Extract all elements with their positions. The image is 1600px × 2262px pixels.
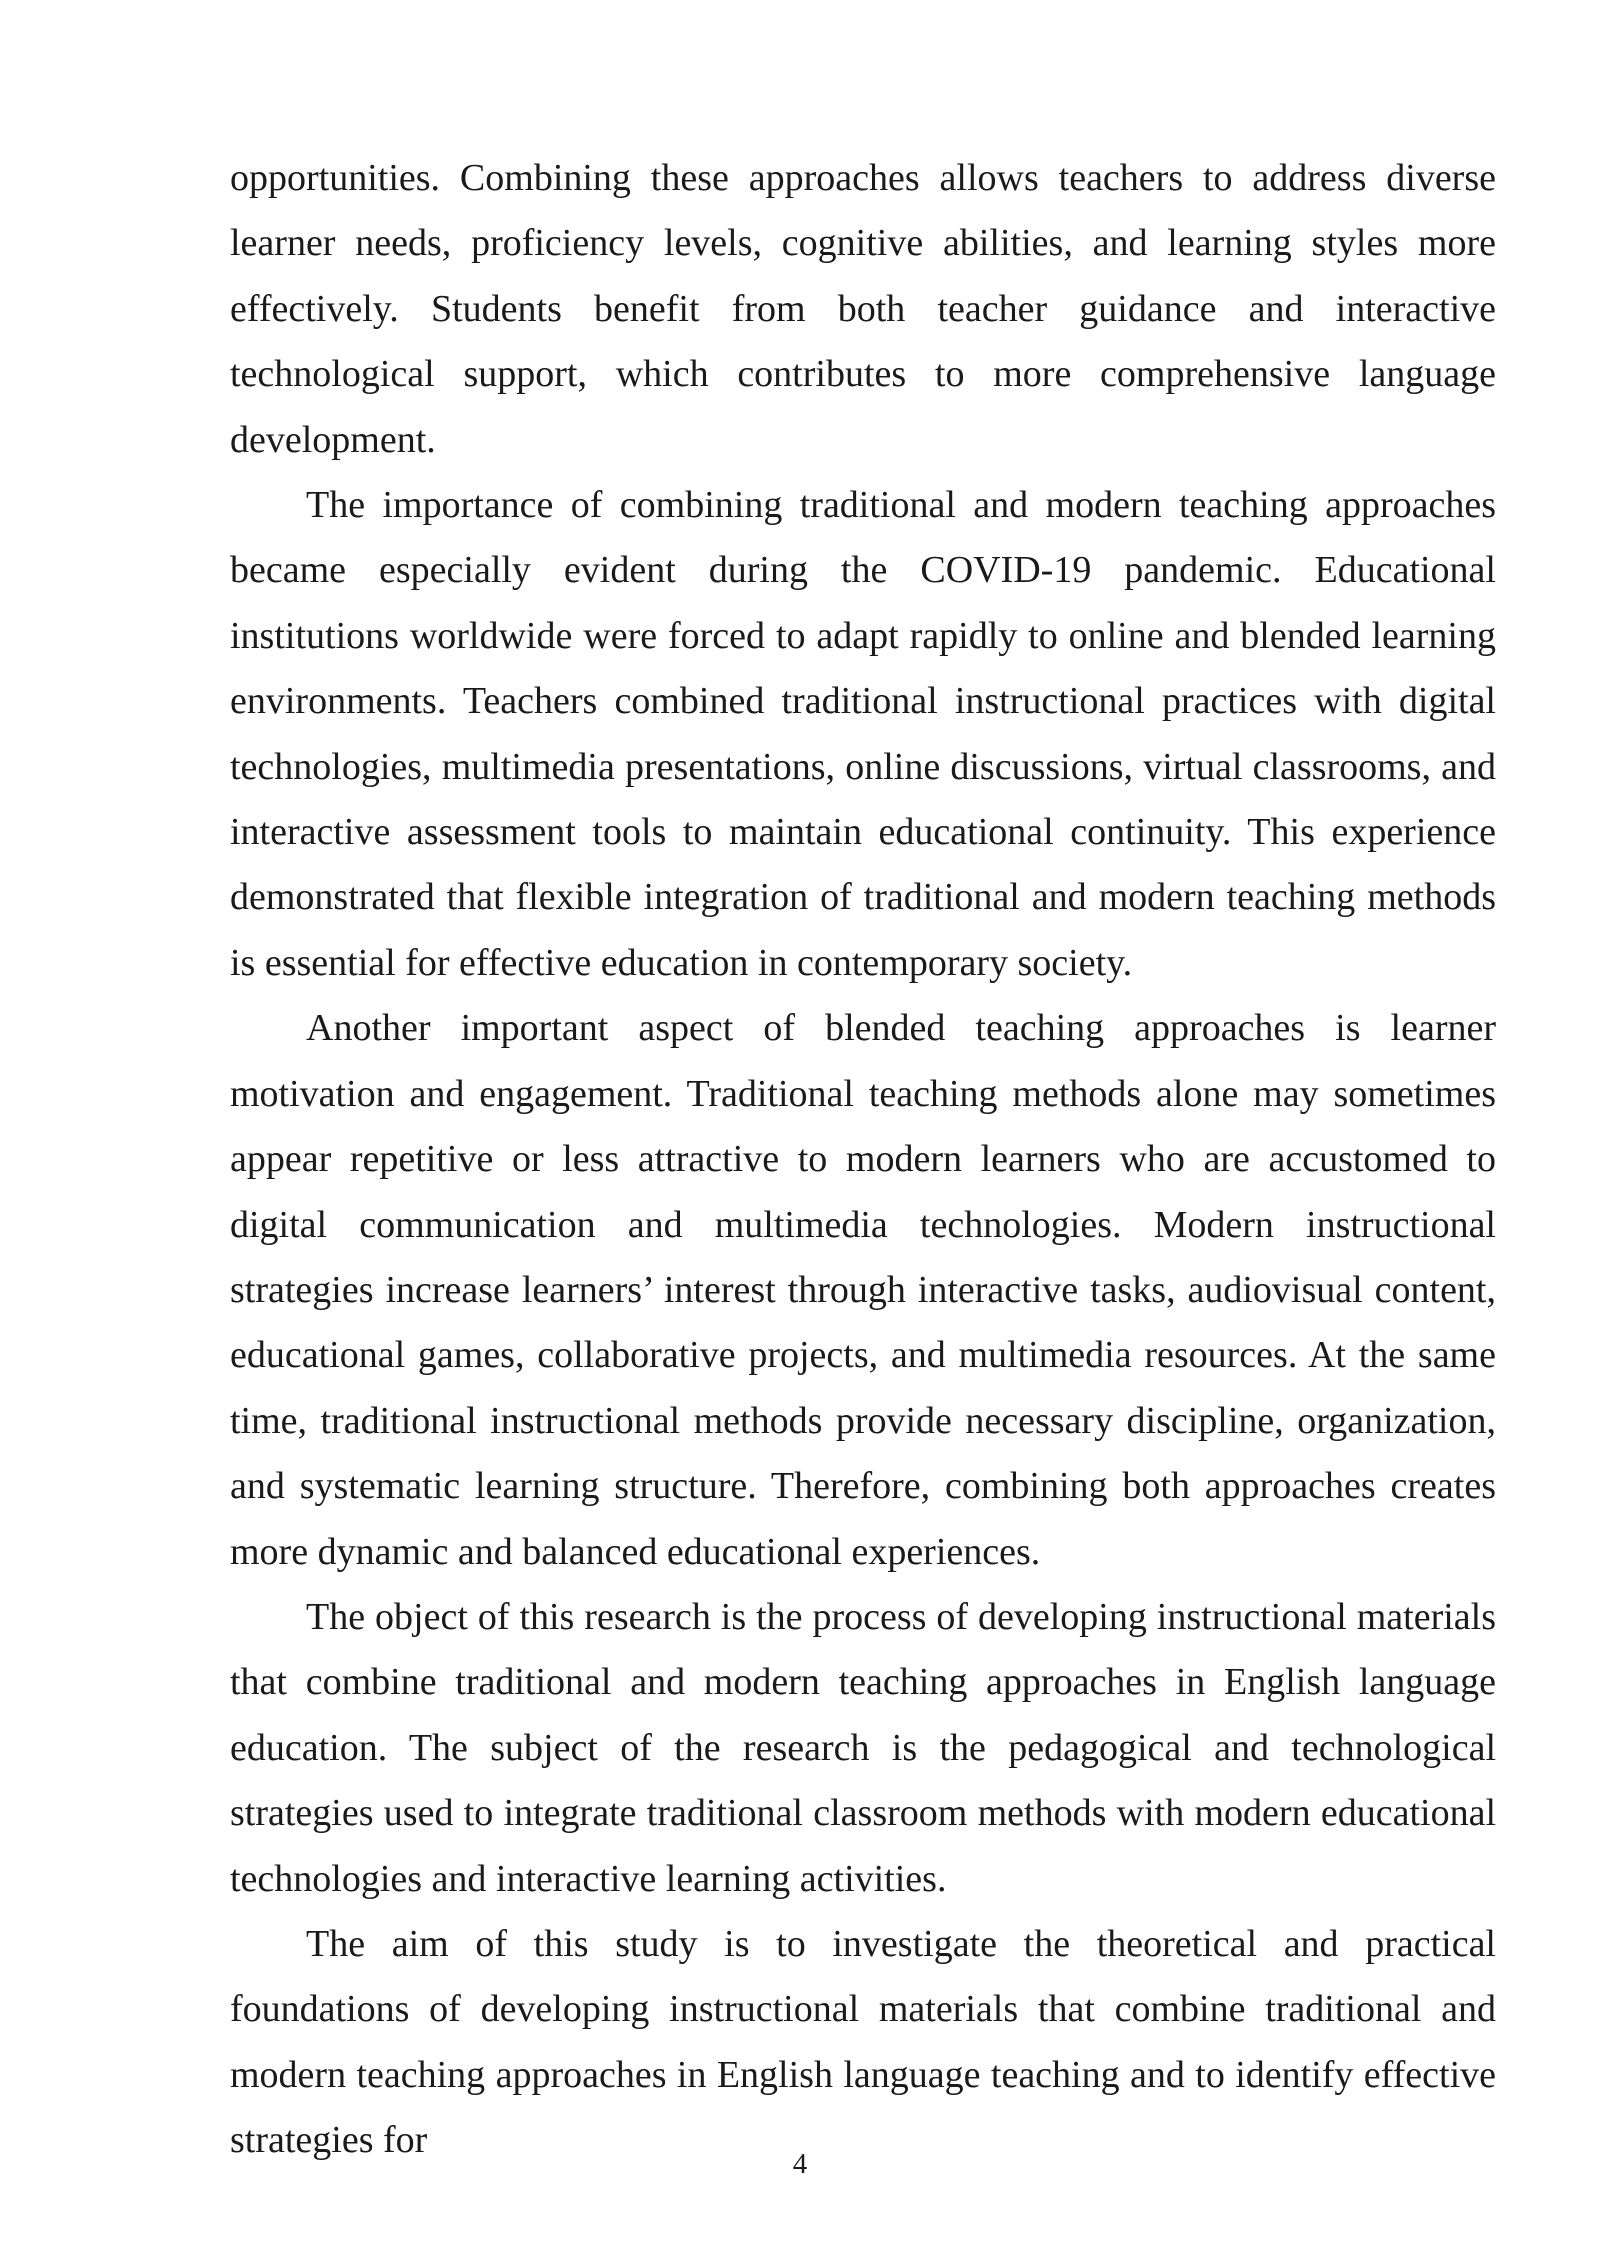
paragraph-3: Another important aspect of blended teaching approaches is learner motivation and engagement. Traditional teaching methods alone may sometimes appear repetitive or less attractive to modern learners who are accustomed to digital communication and multimedia technologies. Modern instructional strategies increase learners’ interest through interactive tasks, audiovisual content, educational games, collaborative projects, and multimedia resources. At the same time, traditional instructional methods provide necessary discipline, organization, and systematic learning structure. Therefore, combining both approaches creates more dynamic and balanced educational experiences. xyxy=(230,1007,1496,1573)
body-text xyxy=(230,146,1496,2174)
paragraph-2: The importance of combining traditional and modern teaching approaches became especially evident during the COVID-19 pandemic. Educational institutions worldwide were forced to adapt rapidly to online and blended learning environments. Teachers combined traditional instructional practices with digital technologies, multimedia presentations, online discussions, virtual classrooms, and interactive assessment tools to maintain educational continuity. This experience demonstrated that flexible integration of traditional and modern teaching methods is essential for effective education in contemporary society. xyxy=(230,484,1496,984)
page-number: 4 xyxy=(792,2148,808,2180)
paragraph-5: The aim of this study is to investigate the theoretical and practical foundations of developing instructional materials that combine traditional and modern teaching approaches in English language teaching and to identify effective strategies for xyxy=(230,1922,1496,2162)
paragraph-4: The object of this research is the process of developing instructional materials that combine traditional and modern teaching approaches in English language education. The subject of the research is the pedagogical and technological strategies used to integrate traditional classroom methods with modern educational technologies and interactive learning activities. xyxy=(230,1595,1496,1900)
paragraph-1: opportunities. Combining these approaches allows teachers to address diverse learner needs, proficiency levels, cognitive abilities, and learning styles more effectively. Students benefit from both teacher guidance and interactive technological support, which contributes to more comprehensive language development. xyxy=(230,157,1496,461)
